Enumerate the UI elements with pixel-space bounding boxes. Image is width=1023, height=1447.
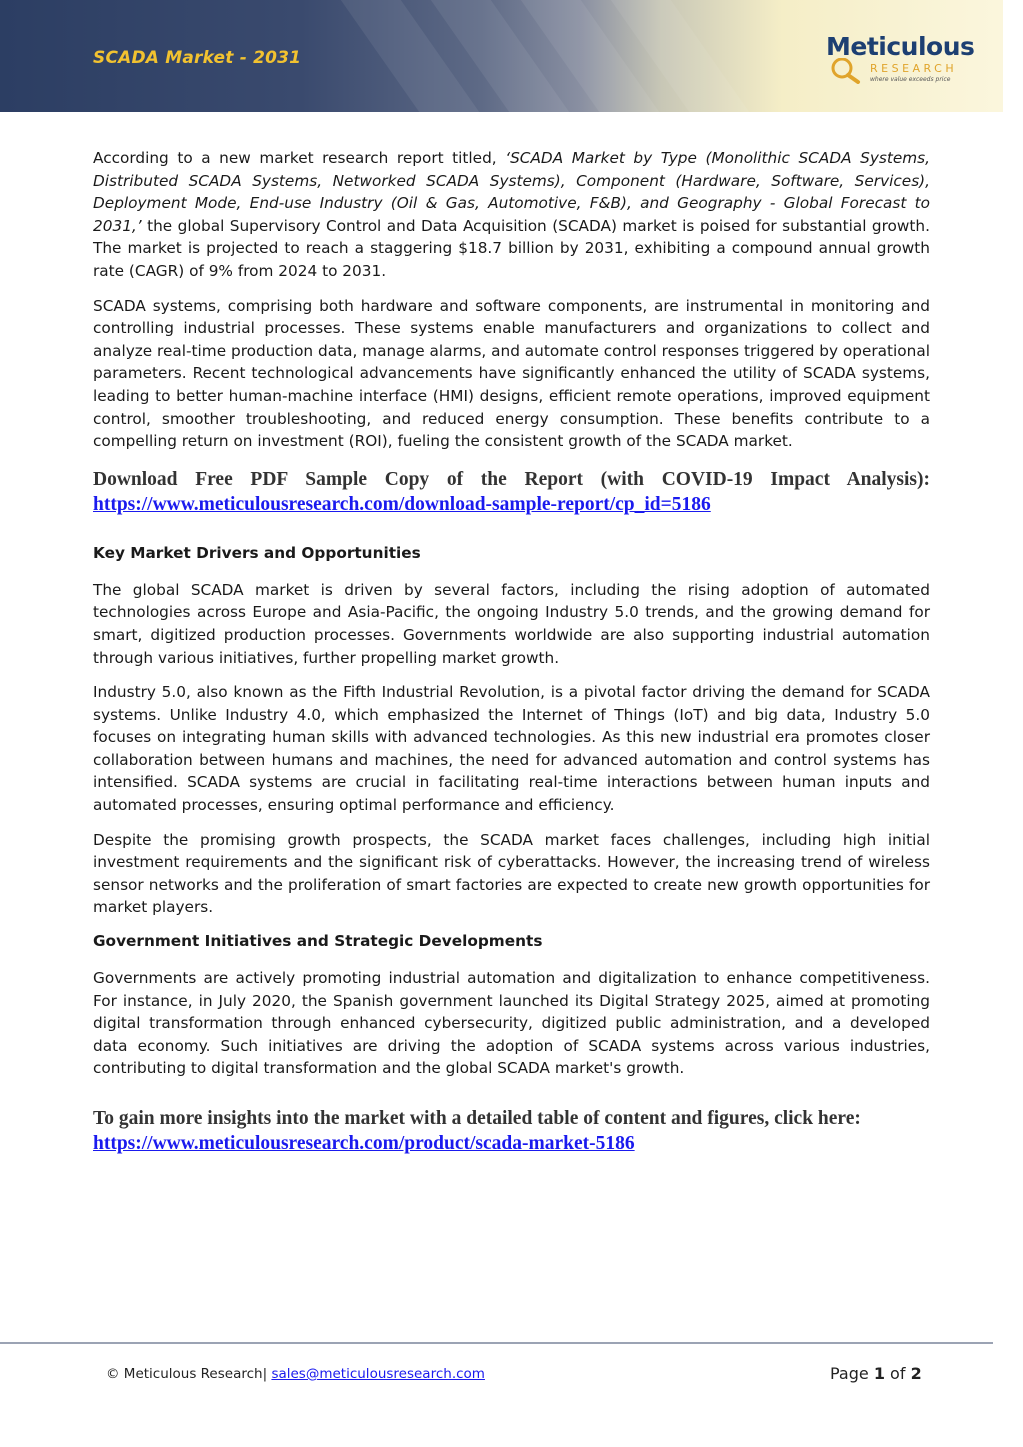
drivers-paragraph: The global SCADA market is driven by several factors, including the rising adoption of automated technologies across Europe and Asia-Pacific, the ongoing Industry 5.0 trends, and the growing demand for smart, digitized production processes. Governments worldwide are also supporting industrial automation through various initiatives, further propelling market growth. bbox=[93, 580, 930, 667]
footer-copyright: © Meticulous Research| sales@meticulousresearch.com bbox=[106, 1366, 485, 1382]
sample-download-cta: Download Free PDF Sample Copy of the Report (with COVID-19 Impact Analysis): bbox=[93, 468, 930, 490]
report-title: ‘SCADA Market by Type (Monolithic SCADA Systems, Distributed SCADA Systems, Networked SCADA Systems), Component (Hardware, Software, Services), Deployment Mode, End-use Industry (Oil & Gas, Automotive, F&B), and Geography - Global Forecast to 2031,’ bbox=[93, 149, 930, 235]
header-title: SCADA Market - 2031 bbox=[93, 48, 302, 68]
meticulous-research-logo bbox=[824, 30, 975, 88]
intro-paragraph: According to a new market research report titled, ‘SCADA Market by Type (Monolithic SCADA Systems, Distributed SCADA Systems, Networked SCADA Systems), Component (Hardware, Software, Services), Deployment Mode, End-use Industry (Oil & Gas, Automotive, F&B), and Geography - Global Forecast to 2031,’ the global Supervisory Control and Data Acquisition (SCADA) market is poised for substantial growth. The market is projected to reach a staggering $18.7 billion by 2031, exhibiting a compound annual growth rate (CAGR) of 9% from 2024 to 2031. bbox=[93, 149, 930, 280]
logo-wordmark: Meticulous bbox=[826, 32, 975, 61]
insights-cta: To gain more insights into the market with a detailed table of content and figures, click here: bbox=[93, 1108, 861, 1129]
government-heading: Government Initiatives and Strategic Developments bbox=[93, 932, 543, 951]
page-header bbox=[0, 0, 1003, 112]
sample-download-link[interactable]: https://www.meticulousresearch.com/download-sample-report/cp_id=5186 bbox=[93, 493, 711, 515]
industry-5-paragraph: Industry 5.0, also known as the Fifth Industrial Revolution, is a pivotal factor driving the demand for SCADA systems. Unlike Industry 4.0, which emphasized the Internet of Things (IoT) and big data, Industry 5.0 focuses on integrating human skills with advanced technologies. As this new industrial era promotes closer collaboration between humans and machines, the need for advanced automation and control systems has intensified. SCADA systems are crucial in facilitating real-time interactions between human inputs and automated processes, ensuring optimal performance and efficiency. bbox=[93, 683, 930, 815]
logo-magnifier-icon bbox=[828, 58, 864, 84]
drivers-heading: Key Market Drivers and Opportunities bbox=[93, 543, 421, 562]
footer-divider bbox=[0, 1342, 993, 1344]
document-body bbox=[93, 147, 930, 1156]
product-page-link[interactable]: https://www.meticulousresearch.com/product/scada-market-5186 bbox=[93, 1133, 635, 1154]
page-number: Page 1 of 2 bbox=[830, 1364, 922, 1383]
challenges-paragraph: Despite the promising growth prospects, the SCADA market faces challenges, including high initial investment requirements and the significant risk of cyberattacks. However, the increasing trend of wireless sensor networks and the proliferation of smart factories are expected to create new growth opportunities for market players. bbox=[93, 830, 930, 917]
footer-email-link[interactable]: sales@meticulousresearch.com bbox=[271, 1366, 485, 1382]
logo-tagline: where value exceeds price bbox=[870, 76, 951, 83]
scada-systems-paragraph: SCADA systems, comprising both hardware and software components, are instrumental in monitoring and controlling industrial processes. These systems enable manufacturers and organizations to collect and analyze real-time production data, manage alarms, and automate control responses triggered by operational parameters. Recent technological advancements have significantly enhanced the utility of SCADA systems, leading to better human-machine interface (HMI) designs, efficient remote operations, improved equipment control, smoother troubleshooting, and reduced energy consumption. These benefits contribute to a compelling return on investment (ROI), fueling the consistent growth of the SCADA market. bbox=[93, 296, 930, 451]
logo-subtitle: RESEARCH bbox=[870, 62, 958, 75]
government-paragraph: Governments are actively promoting industrial automation and digitalization to enhance competitiveness. For instance, in July 2020, the Spanish government launched its Digital Strategy 2025, aimed at promoting digital transformation through enhanced cybersecurity, digitized public administration, and a developed data economy. Such initiatives are driving the adoption of SCADA systems across various industries, contributing to digital transformation and the global SCADA market's growth. bbox=[93, 969, 930, 1078]
